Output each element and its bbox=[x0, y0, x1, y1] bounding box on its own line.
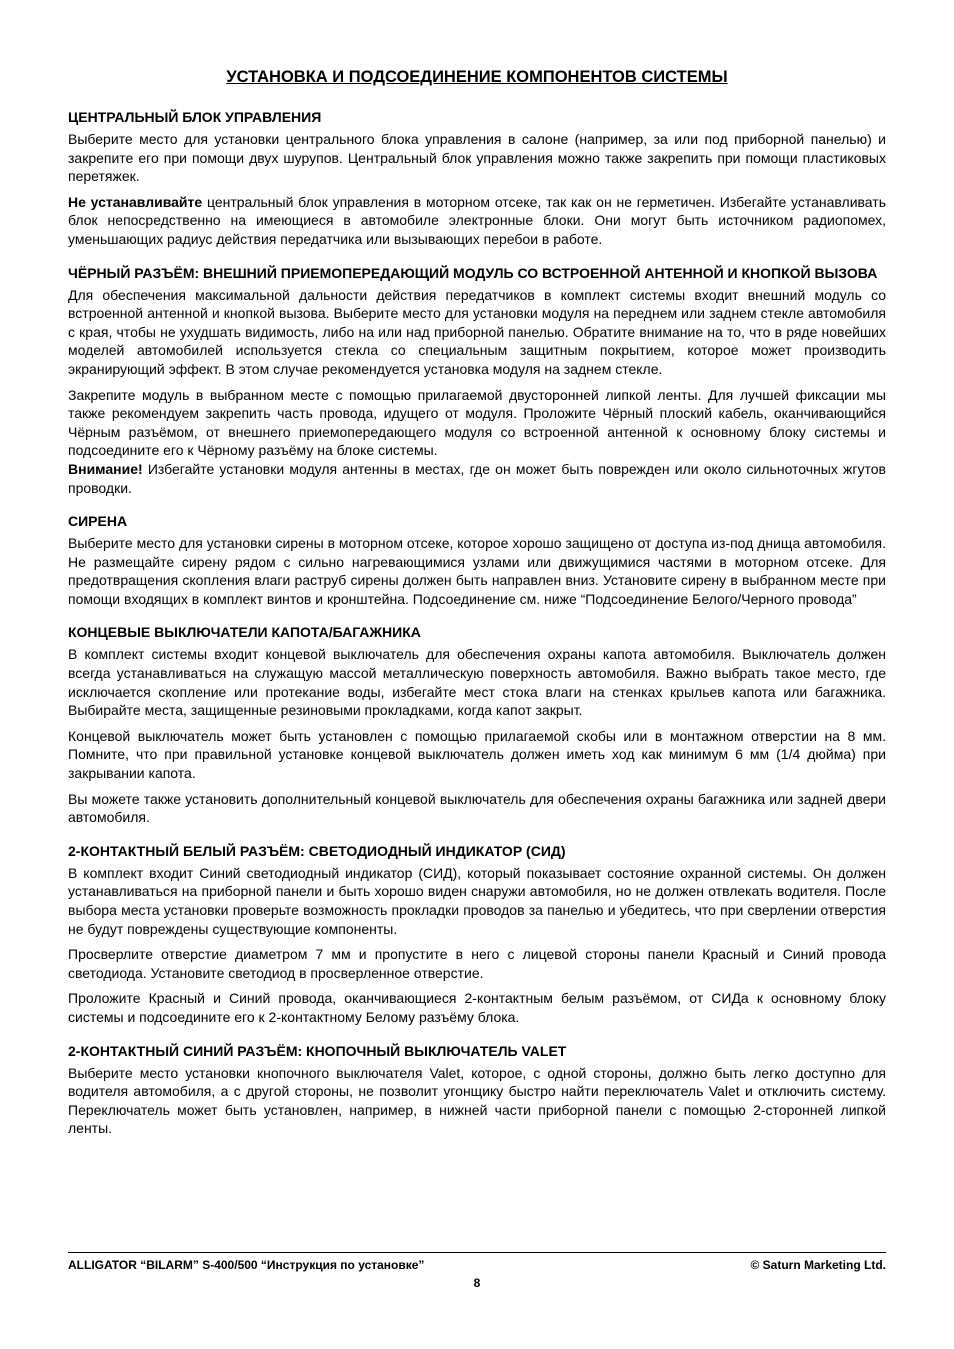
footer-copyright: © Saturn Marketing Ltd. bbox=[750, 1258, 886, 1272]
footer-divider bbox=[68, 1252, 886, 1253]
bold-lead: Не устанавливайте bbox=[68, 193, 203, 210]
section-heading: ЦЕНТРАЛЬНЫЙ БЛОК УПРАВЛЕНИЯ bbox=[68, 109, 322, 125]
paragraph bbox=[68, 193, 886, 249]
section-heading: СИРЕНА bbox=[68, 513, 128, 530]
section-led-indicator bbox=[68, 842, 886, 1027]
paragraph: Проложите Красный и Синий провода, оканчивающиеся 2-контактным белым разъёмом, от СИДа к основному блоку системы и подсоедините его к 2-контактному Белому разъёму блока. bbox=[68, 990, 886, 1025]
paragraph: Выберите место установки кнопочного выключателя Valet, которое, с одной стороны, должно быть легко доступно для водителя автомобиля, а с другой стороны, не позволит угонщику быстро найти переключатель Valet и отключить систему. Переключатель может быть установлен, например, в нижней части приборной панели с помощью 2-сторонней липкой ленты. bbox=[68, 1064, 886, 1137]
paragraph: Выберите место для установки сирены в моторном отсеке, которое хорошо защищено от доступа из-под днища автомобиля. Не размещайте сирену рядом с сильно нагревающимися узлами или движущимися частями в моторном отсеке. Для предотвращения скопления влаги раструб сирены должен быть направлен вниз. Установите сирену в выбранном месте при помощи входящих в комплект винтов и кронштейна. Подсоединение см. ниже “Подсоединение Белого/Черного провода” bbox=[68, 535, 886, 607]
paragraph bbox=[68, 460, 886, 497]
paragraph: Концевой выключатель может быть установлен с помощью прилагаемой скобы или в монтажном отверстии на 8 мм. Помните, что при правильной установке концевой выключатель должен иметь ход как минимум 6 мм (1/4 дюйма) при закрывании капота. bbox=[68, 727, 886, 782]
paragraph-text: Избегайте установки модуля антенны в местах, где он может быть поврежден или около сильноточных жгутов проводки. bbox=[68, 460, 886, 496]
footer-document-title: ALLIGATOR “BILARM” S-400/500 “Инструкция по установке” bbox=[68, 1258, 425, 1272]
section-heading: КОНЦЕВЫЕ ВЫКЛЮЧАТЕЛИ КАПОТА/БАГАЖНИКА bbox=[68, 624, 421, 641]
section-black-connector bbox=[68, 264, 886, 498]
section-heading: 2-КОНТАКТНЫЙ СИНИЙ РАЗЪЁМ: КНОПОЧНЫЙ ВЫКЛЮЧАТЕЛЬ VALET bbox=[68, 1042, 567, 1059]
paragraph: В комплект системы входит концевой выключатель для обеспечения охраны капота автомобиля. Выключатель должен всегда устанавливаться на служащую массой металлическую поверхность автомобиля. Важно выбрать такое место, где исключается скопление или протекание воды, избегайте мест стока влаги на стенках крыльев капота или багажника. Выбирайте места, защищенные резиновыми прокладками, когда капот закрыт. bbox=[68, 646, 886, 719]
paragraph: Для обеспечения максимальной дальности действия передатчиков в комплект системы входит внешний модуль со встроенной антенной и кнопкой вызова. Выберите место для установки модуля на переднем или заднем стекле автомобиля с края, чтобы не ухудшать видимость, либо на или над приборной панелью. Обратите внимание на то, что в ряде новейших моделей автомобилей используется стекла со специальным защитным покрытием, которое может производить экранирующий эффект. В этом случае рекомендуется установка модуля на заднем стекле. bbox=[68, 286, 886, 377]
bold-lead: Внимание! bbox=[68, 460, 143, 477]
paragraph: В комплект входит Синий светодиодный индикатор (СИД), который показывает состояние охранной системы. Он должен устанавливаться на приборной панели и быть хорошо виден снаружи автомобиля, но не должен отвлекать водителя. После выбора места установки проверьте возможность прокладки проводов за панелью и убедитесь, что при сверлении отверстия не будут повреждены существующие компоненты. bbox=[68, 864, 886, 937]
paragraph-text: центральный блок управления в моторном отсеке, так как он не герметичен. Избегайте устанавливать блок непосредственно на имеющиеся в автомобиле электронные блоки. Они могут быть источником радиопомех, уменьшающих радиус действия передатчика или вызывающих перебои в работе. bbox=[68, 193, 886, 247]
paragraph: Вы можете также установить дополнительный концевой выключатель для обеспечения охраны багажника или задней двери автомобиля. bbox=[68, 790, 886, 826]
page-title: УСТАНОВКА И ПОДСОЕДИНЕНИЕ КОМПОНЕНТОВ СИСТЕМЫ bbox=[226, 68, 728, 86]
section-siren bbox=[68, 512, 886, 608]
paragraph: Выберите место для установки центрального блока управления в салоне (например, за или под приборной панелью) и закрепите его при помощи двух шурупов. Центральный блок управления можно также закрепить при помощи пластиковых перетяжек. bbox=[68, 131, 886, 185]
paragraph: Просверлите отверстие диаметром 7 мм и пропустите в него с лицевой стороны панели Красный и Синий провода светодиода. Установите светодиод в просверленное отверстие. bbox=[68, 946, 886, 981]
page-number: 8 bbox=[473, 1276, 481, 1290]
section-heading: 2-КОНТАКТНЫЙ БЕЛЫЙ РАЗЪЁМ: СВЕТОДИОДНЫЙ ИНДИКАТОР (СИД) bbox=[68, 842, 566, 859]
section-valet-switch bbox=[68, 1042, 886, 1138]
document-page bbox=[68, 0, 886, 1138]
paragraph: Закрепите модуль в выбранном месте с помощью прилагаемой двусторонней липкой ленты. Для лучшей фиксации мы также рекомендуем закрепить часть провода, идущего от модуля. Проложите Чёрный плоский кабель, оканчивающийся Чёрным разъёмом, от внешнего приемопередающего модуля со встроенной антенной к основному блоку системы и подсоедините его к Чёрному разъёму на блоке системы. bbox=[68, 386, 886, 459]
section-hood-trunk-switches bbox=[68, 623, 886, 826]
section-central-unit bbox=[68, 108, 886, 249]
section-heading: ЧЁРНЫЙ РАЗЪЁМ: ВНЕШНИЙ ПРИЕМОПЕРЕДАЮЩИЙ МОДУЛЬ СО ВСТРОЕННОЙ АНТЕННОЙ И КНОПКОЙ ВЫЗОВА bbox=[68, 264, 878, 281]
